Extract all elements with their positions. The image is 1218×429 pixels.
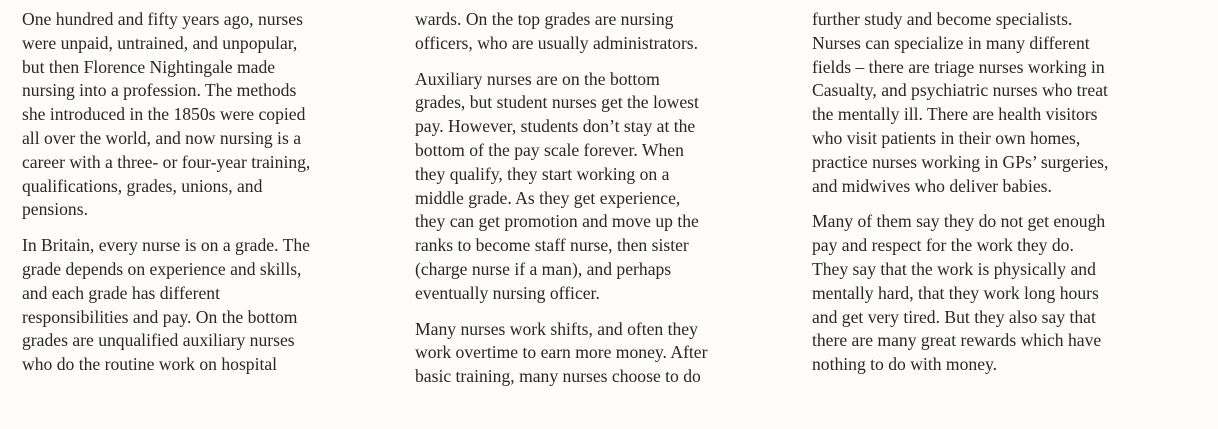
text-line: basic training, many nurses choose to do (415, 366, 701, 387)
text-line: work overtime to earn more money. After (415, 342, 708, 363)
text-line: pay and respect for the work they do. (812, 235, 1074, 256)
text-line: Many of them say they do not get enough (812, 211, 1106, 232)
text-line: mentally hard, that they work long hours (812, 282, 1099, 303)
text-line: In Britain, every nurse is on a grade. The (22, 235, 310, 256)
text-line: pensions. (22, 199, 88, 220)
paragraph-gap (812, 198, 1202, 210)
text-line: ranks to become staff nurse, then sister (415, 235, 689, 256)
text-line: further study and become specialists. (812, 9, 1073, 29)
text-line: grade depends on experience and skills, (22, 258, 302, 279)
text-line: pay. However, students don’t stay at the (415, 116, 696, 137)
text-column-3 (812, 8, 1202, 377)
text-line: nursing into a profession. The methods (22, 80, 297, 101)
text-line: bottom of the pay scale forever. When (415, 139, 684, 160)
paragraph (22, 234, 402, 377)
text-column-2 (415, 8, 798, 389)
text-line: they can get promotion and move up the (415, 211, 699, 232)
text-line: (charge nurse if a man), and perhaps (415, 258, 672, 279)
paragraph (415, 318, 798, 389)
paragraph-gap (22, 222, 402, 234)
text-line: One hundred and fifty years ago, nurses (22, 9, 303, 29)
text-line: they qualify, they start working on a (415, 163, 670, 184)
paragraph (415, 68, 798, 306)
text-line: middle grade. As they get experience, (415, 187, 681, 208)
text-line: grades, but student nurses get the lowest (415, 92, 699, 113)
text-line: there are many great rewards which have (812, 330, 1102, 351)
text-line: eventually nursing officer. (415, 282, 600, 303)
text-line: and each grade has different (22, 282, 220, 303)
text-line: who visit patients in their own homes, (812, 127, 1081, 148)
text-line: practice nurses working in GPs’ surgeries, (812, 151, 1109, 172)
text-column-1 (22, 8, 402, 377)
text-line: wards. On the top grades are nursing (415, 9, 674, 29)
text-line: nothing to do with money. (812, 354, 998, 375)
paragraph (415, 8, 798, 56)
text-line: grades are unqualified auxiliary nurses (22, 330, 295, 351)
text-line: she introduced in the 1850s were copied (22, 104, 306, 125)
text-line: the mentally ill. There are health visitors (812, 104, 1098, 125)
text-line: Many nurses work shifts, and often they (415, 318, 698, 339)
text-line: qualifications, grades, unions, and (22, 175, 263, 196)
text-line: responsibilities and pay. On the bottom (22, 306, 298, 327)
paragraph (22, 8, 402, 222)
paragraph (812, 210, 1202, 377)
paragraph-gap (415, 56, 798, 68)
text-line: Casualty, and psychiatric nurses who treat (812, 80, 1108, 101)
text-line: career with a three- or four-year training, (22, 151, 311, 172)
text-line: but then Florence Nightingale made (22, 56, 276, 77)
text-line: and midwives who deliver babies. (812, 175, 1052, 196)
text-line: They say that the work is physically and (812, 258, 1096, 279)
text-line: and get very tired. But they also say that (812, 306, 1096, 327)
text-line: all over the world, and now nursing is a (22, 127, 302, 148)
paragraph (812, 8, 1202, 198)
text-line: officers, who are usually administrators. (415, 32, 699, 53)
text-line: Nurses can specialize in many different (812, 32, 1090, 53)
text-line: were unpaid, untrained, and unpopular, (22, 32, 298, 53)
paragraph-gap (415, 306, 798, 318)
text-line: Auxiliary nurses are on the bottom (415, 68, 660, 89)
text-line: who do the routine work on hospital (22, 354, 278, 375)
text-line: fields – there are triage nurses working in (812, 56, 1105, 77)
